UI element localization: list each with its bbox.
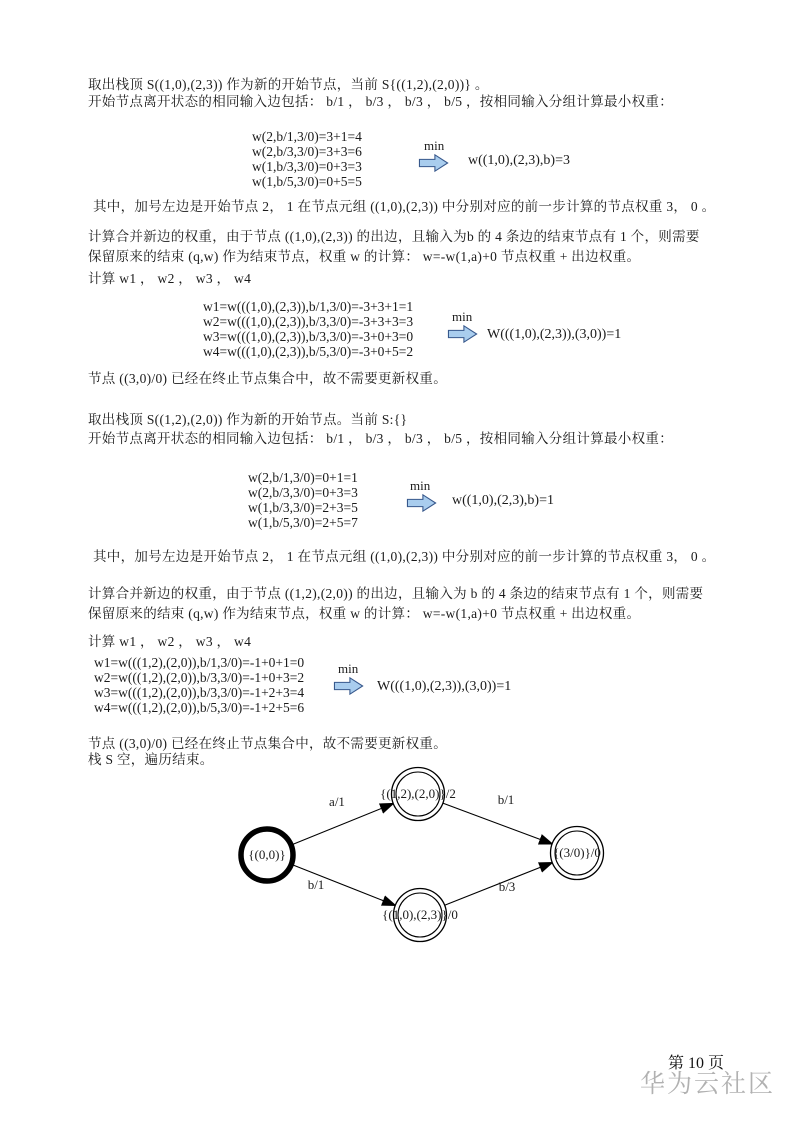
s2-terminal-note: 节点 ((3,0)/0) 已经在终止节点集合中，故不需要更新权重。 bbox=[88, 736, 448, 751]
s1-w-result: W(((1,0),(2,3)),(3,0))=1 bbox=[487, 327, 622, 342]
s1-w-calc-line: w1=w(((1,0),(2,3)),b/1,3/0)=-3+3+1=1 bbox=[203, 299, 414, 314]
s2-merge-line2: 保留原来的结束 (q,w) 作为结束节点，权重 w 的计算： w=-w(1,a)+0 节点权重 + 出边权重。 bbox=[88, 606, 641, 621]
min-arrow-icon bbox=[417, 153, 451, 173]
min-arrow-icon bbox=[405, 493, 439, 513]
s1-group-result: w((1,0),(2,3),b)=3 bbox=[468, 153, 570, 168]
watermark-text: 华为云社区 bbox=[640, 1071, 776, 1098]
node-start bbox=[241, 829, 293, 881]
edge-start-bottom bbox=[291, 864, 396, 906]
s2-intro-line1: 取出栈顶 S((1,2),(2,0)) 作为新的开始节点。当前 S:{} bbox=[88, 412, 408, 427]
s1-group-calc-line: w(2,b/1,3/0)=3+1=4 bbox=[252, 129, 362, 144]
edge-label: b/3 bbox=[498, 879, 516, 894]
node-label: {(1,0),(2,3)}/0 bbox=[382, 907, 458, 922]
s2-group-result: w((1,0),(2,3),b)=1 bbox=[452, 493, 554, 508]
s2-group-calc-line: w(1,b/3,3/0)=2+3=5 bbox=[248, 500, 358, 515]
node-label: {(0,0)} bbox=[248, 847, 286, 862]
s1-merge-line2: 保留原来的结束 (q,w) 作为结束节点，权重 w 的计算： w=-w(1,a)+0 节点权重 + 出边权重。 bbox=[88, 249, 641, 264]
s2-group-calc-line: w(1,b/5,3/0)=2+5=7 bbox=[248, 515, 358, 530]
min-label: min bbox=[424, 138, 445, 153]
s1-terminal-note: 节点 ((3,0)/0) 已经在终止节点集合中，故不需要更新权重。 bbox=[88, 371, 448, 386]
min-label: min bbox=[410, 478, 431, 493]
s1-w-calc-line: w2=w(((1,0),(2,3)),b/3,3/0)=-3+3+3=3 bbox=[203, 314, 414, 329]
min-label: min bbox=[338, 661, 359, 676]
s2-calc-heading: 计算 w1 ， w2 ， w3 ， w4 bbox=[88, 634, 252, 649]
edge-start-top bbox=[290, 804, 394, 846]
s1-merge-line1: 计算合并新边的权重，由于节点 ((1,0),(2,3)) 的出边，且输入为b 的 4 条边的结束节点有 1 个，则需要 bbox=[88, 229, 700, 244]
s1-w-calc-line: w4=w(((1,0),(2,3)),b/5,3/0)=-3+0+5=2 bbox=[203, 344, 414, 359]
node-end bbox=[551, 827, 604, 880]
s2-intro-line2: 开始节点离开状态的相同输入边包括： b/1 ， b/3 ， b/3 ， b/5 ，按相同输入分组计算最小权重： bbox=[88, 431, 674, 446]
s2-w-calc-line: w4=w(((1,2),(2,0)),b/5,3/0)=-1+2+5=6 bbox=[94, 700, 305, 715]
s2-stack-empty-note: 栈 S 空，遍历结束。 bbox=[88, 752, 214, 767]
page-number: 第 10 页 bbox=[668, 1055, 725, 1072]
s1-note: 其中，加号左边是开始节点 2， 1 在节点元组 ((1,0),(2,3)) 中分别对应的前一步计算的节点权重 3， 0 。 bbox=[93, 199, 716, 214]
s1-group-calc-line: w(1,b/5,3/0)=0+5=5 bbox=[252, 174, 362, 189]
state-diagram bbox=[200, 765, 640, 970]
s1-intro-line2: 开始节点离开状态的相同输入边包括： b/1 ， b/3 ， b/3 ， b/5 ，按相同输入分组计算最小权重： bbox=[88, 94, 674, 109]
edge-top-end bbox=[443, 803, 553, 844]
s2-w-calc-line: w2=w(((1,2),(2,0)),b/3,3/0)=-1+0+3=2 bbox=[94, 670, 305, 685]
s1-w-calc-line: w3=w(((1,0),(2,3)),b/3,3/0)=-3+0+3=0 bbox=[203, 329, 414, 344]
node-bottom bbox=[382, 889, 458, 942]
node-top bbox=[380, 768, 456, 821]
s2-note: 其中，加号左边是开始节点 2， 1 在节点元组 ((1,0),(2,3)) 中分别对应的前一步计算的节点权重 3， 0 。 bbox=[93, 549, 716, 564]
node-label: {(3/0)}/0 bbox=[553, 845, 601, 860]
min-arrow-icon bbox=[332, 676, 366, 696]
edge-label: b/1 bbox=[307, 877, 325, 892]
s2-merge-line1: 计算合并新边的权重，由于节点 ((1,2),(2,0)) 的出边，且输入为 b 的 4 条边的结束节点有 1 个，则需要 bbox=[88, 586, 704, 601]
s2-w-result: W(((1,0),(2,3)),(3,0))=1 bbox=[377, 679, 512, 694]
s1-group-calc-line: w(2,b/3,3/0)=3+3=6 bbox=[252, 144, 362, 159]
node-label: {(1,2),(2,0)}/2 bbox=[380, 786, 456, 801]
min-label: min bbox=[452, 309, 473, 324]
s2-w-calc-line: w3=w(((1,2),(2,0)),b/3,3/0)=-1+2+3=4 bbox=[94, 685, 305, 700]
min-arrow-icon bbox=[446, 324, 480, 344]
edge-label: b/1 bbox=[497, 792, 515, 807]
s2-w-calc-line: w1=w(((1,2),(2,0)),b/1,3/0)=-1+0+1=0 bbox=[94, 655, 305, 670]
s1-group-calc-line: w(1,b/3,3/0)=0+3=3 bbox=[252, 159, 362, 174]
s1-intro-line1: 取出栈顶 S((1,0),(2,3)) 作为新的开始节点，当前 S{((1,2),(2,0))} 。 bbox=[88, 77, 489, 92]
edge-label: a/1 bbox=[329, 794, 345, 809]
s2-group-calc-line: w(2,b/3,3/0)=0+3=3 bbox=[248, 485, 358, 500]
s2-group-calc-line: w(2,b/1,3/0)=0+1=1 bbox=[248, 470, 358, 485]
s1-calc-heading: 计算 w1 ， w2 ， w3 ， w4 bbox=[88, 271, 252, 286]
